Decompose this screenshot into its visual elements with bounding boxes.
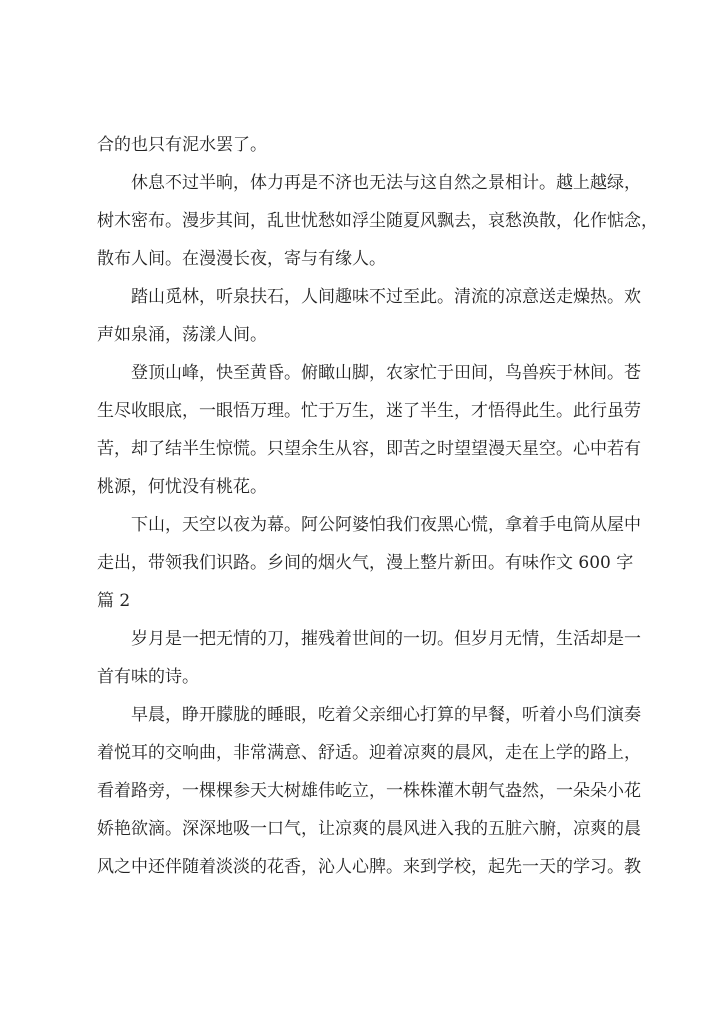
text-line: 走出，带领我们识路。乡间的烟火气，漫上整片新田。有味作文 600 字 — [97, 553, 634, 573]
text-line: 树木密布。漫步其间，乱世忧愁如浮尘随夏风飘去，哀愁涣散，化作惦念， — [97, 211, 658, 231]
text-line: 看着路旁，一棵棵参天大树雄伟屹立，一株株灌木朝气盎然，一朵朵小花 — [97, 781, 641, 801]
section-heading: 篇 2 — [97, 591, 131, 611]
text-line: 声如泉涌，荡漾人间。 — [97, 325, 267, 345]
text-line: 苦，却了结半生惊慌。只望余生从容，即苦之时望望漫天星空。心中若有 — [97, 439, 641, 459]
document-body — [97, 133, 658, 893]
text-line: 着悦耳的交响曲，非常满意、舒适。迎着凉爽的晨风，走在上学的路上， — [97, 743, 641, 763]
text-line: 散布人间。在漫漫长夜，寄与有缘人。 — [97, 249, 386, 269]
text-line: 登顶山峰，快至黄昏。俯瞰山脚，农家忙于田间，鸟兽疾于林间。苍 — [131, 363, 641, 383]
text-line: 早晨，睁开朦胧的睡眼，吃着父亲细心打算的早餐，听着小鸟们演奏 — [131, 705, 641, 725]
text-line: 下山，天空以夜为幕。阿公阿婆怕我们夜黑心慌，拿着手电筒从屋中 — [131, 515, 641, 535]
text-line: 首有味的诗。 — [97, 667, 199, 687]
text-line: 生尽收眼底，一眼悟万理。忙于万生，迷了半生，才悟得此生。此行虽劳 — [97, 401, 641, 421]
text-line: 娇艳欲滴。深深地吸一口气，让凉爽的晨风进入我的五脏六腑，凉爽的晨 — [97, 819, 641, 839]
text-line: 风之中还伴随着淡淡的花香，沁人心脾。来到学校，起先一天的学习。教 — [97, 857, 641, 877]
text-line: 踏山觅林，听泉扶石，人间趣味不过至此。清流的凉意送走燥热。欢 — [131, 287, 641, 307]
text-line: 合的也只有泥水罢了。 — [97, 135, 267, 155]
text-line: 桃源，何忧没有桃花。 — [97, 477, 267, 497]
text-line: 岁月是一把无情的刀，摧残着世间的一切。但岁月无情，生活却是一 — [131, 629, 641, 649]
text-line: 休息不过半晌，体力再是不济也无法与这自然之景相计。越上越绿， — [131, 173, 641, 193]
